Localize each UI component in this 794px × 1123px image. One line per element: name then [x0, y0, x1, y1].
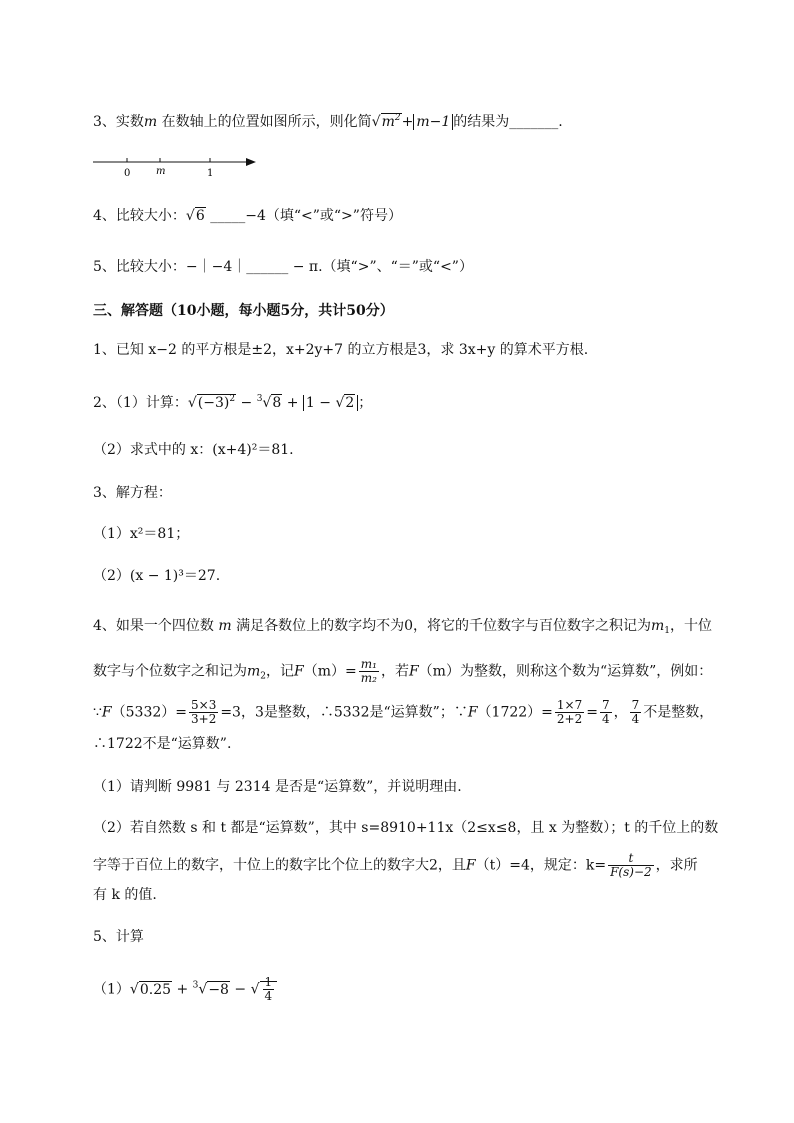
tick-1: 1 — [207, 168, 214, 179]
problem-3-part-2: （2）(x − 1)³＝27. — [93, 568, 221, 584]
problem-4-question-2-line-1: （2）若自然数 s 和 t 都是“运算数”，其中 s=8910+11x（2≤x≤8，且 x 为整数）；t 的千位上的数 — [93, 820, 719, 836]
problem-4-question-1: （1）请判断 9981 与 2314 是否是“运算数”，并说明理由. — [93, 779, 462, 795]
problem-3-part-1: （1）x²＝81； — [93, 526, 190, 542]
question-5: 5、比较大小：−｜−4｜______ − π.（填“>”、“＝”或“<”） — [93, 259, 473, 275]
problem-2-part-2: （2）求式中的 x：(x+4)²＝81. — [93, 442, 294, 458]
tick-0: 0 — [124, 168, 131, 179]
fraction-m1-m2: $\frac{\text{m₁}}{\text{m₂}}$ — [360, 657, 377, 685]
problem-4-line-2: 数字与个位数字之和记为$m_2$，记F（m）= $\frac{\text{m₁}}{\text{m₂}}$ ，若F（m）为整数，则称这个数为“运算数”，例如： — [93, 657, 713, 685]
question-4: 4、比较大小：√6 _____−4（填“<”或“>”符号） — [93, 208, 402, 224]
problem-4-line-1: 4、如果一个四位数 m 满足各数位上的数字均不为0，将它的千位数字与百位数字之积记为$m_1$，十位 — [93, 618, 713, 636]
question-3: 3、实数m 在数轴上的位置如图所示，则化简$√m^2+ m-1$ 的结果为_______. — [93, 113, 563, 130]
number-line — [90, 154, 260, 182]
section-title: 三、解答题（10小题，每小题5分，共计50分） — [93, 303, 394, 319]
problem-3-title: 3、解方程： — [93, 485, 172, 501]
problem-5-part-1: （1）√0.25 + $^3$√−8 − √ $\frac{1}{4}$ — [93, 976, 277, 1003]
tick-m: m — [156, 166, 166, 177]
problem-4-line-3: ∵F（5332）= $\frac{5\times 3}{3+2}$ =3，3是整数，∴5332是“运算数”；∵F（1722）= $\frac{1\times 7}{2+2}$ = $\frac{7}{4}$ ， $\frac{7}{4}$ 不是整数， — [93, 698, 714, 726]
problem-1: 1、已知 x−2 的平方根是±2，x+2y+7 的立方根是3，求 3x+y 的算术平方根. — [93, 342, 589, 358]
problem-4-line-4: ∴1722不是“运算数”. — [93, 736, 232, 752]
problem-4-question-2-line-2: 字等于百位上的数字，十位上的数字比个位上的数字大2，且F（t）=4，规定：k= $\frac{t}{F(s)-2}$ ，求所 — [93, 851, 698, 879]
problem-2-part-1: 2、（1）计算：$√(-3)^2 - ^3√8 + 1 - √2$ ； — [93, 394, 373, 411]
problem-5-title: 5、计算 — [93, 929, 144, 945]
problem-4-question-2-line-3: 有 k 的值. — [93, 887, 157, 903]
